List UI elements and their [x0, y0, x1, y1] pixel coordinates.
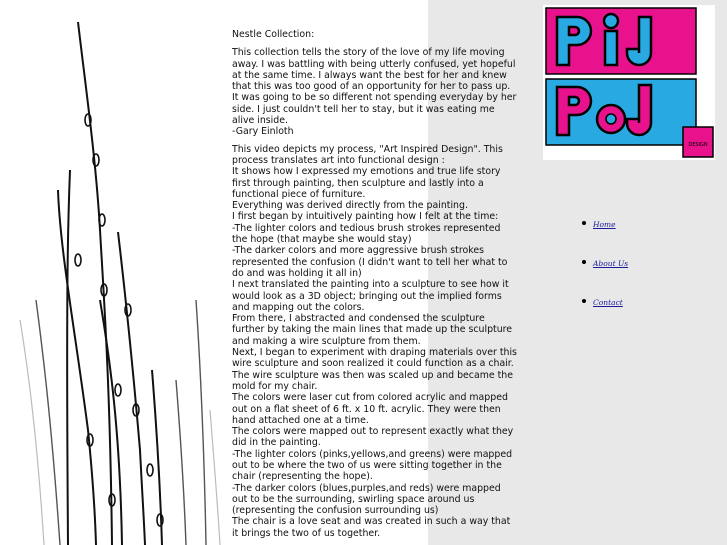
nav-item-home — [582, 220, 628, 259]
bullet-icon — [582, 299, 586, 303]
article-intro: This collection tells the story of the love of my life moving away. I was battling with being utterly confused, yet hopeful at the same time. I always want the best for her and knew that this was too good of an opportunity for her to pass up. It was going to be so different not spending everyday by her side. I just couldn't tell her to stay, but it was eating me alive inside. -Gary Einloth — [232, 47, 517, 138]
nav-item-contact — [582, 298, 628, 337]
bullet-icon — [582, 221, 586, 225]
contact-link[interactable]: Contact — [593, 298, 623, 307]
main-nav — [582, 220, 628, 337]
about-us-link[interactable]: About Us — [593, 259, 629, 268]
svg-text:DESIGN: DESIGN — [688, 142, 708, 148]
decorative-stems-artwork — [0, 0, 228, 545]
article-body: This video depicts my process, "Art Inspired Design". This process translates art into functional design : It shows how I expressed my emotions and true life story first through painting, then sculpture and lastly into a functional piece of furniture. Everything was derived directly from the painting. I first began by intuitively painting how I felt at the time: -The lighter colors and tedious brush strokes represented the hope (that maybe she would stay) -The darker colors and more aggressive brush strokes represented the confusion (I didn't want to tell her what to do and was holding it all in) I next translated the painting into a sculpture to see how it would look as a 3D object; bringing out the implied forms and mapping out the colors. From there, I abstracted and condensed the sculpture further by taking the main lines that made up the sculpture and making a wire sculpture from them. Next, I began to experiment with draping materials over this wire sculpture and soon realized it could function as a chair. The wire sculpture was then was scaled up and became the mold for my chair. The colors were laser cut from colored acrylic and mapped out on a flat sheet of 6 ft. x 10 ft. acrylic. They were then hand attached one at a time. The colors were mapped out to represent exactly what they did in the painting. -The lighter colors (pinks,yellows,and greens) were mapped out to be where the two of us were sitting together in the chair (representing the hope). -The darker colors (blues,purples,and reds) were mapped out to be the surrounding, swirling space around us (representing the confusion surrounding us) The chair is a love seat and was created in such a way that it brings the two of us together. — [232, 143, 517, 539]
nav-item-about-us — [582, 259, 628, 298]
home-link[interactable]: Home — [593, 220, 616, 229]
article-title: Nestle Collection: — [232, 29, 315, 40]
pijpoj-logo[interactable] — [543, 5, 715, 160]
article — [232, 29, 518, 545]
bullet-icon — [582, 260, 586, 264]
